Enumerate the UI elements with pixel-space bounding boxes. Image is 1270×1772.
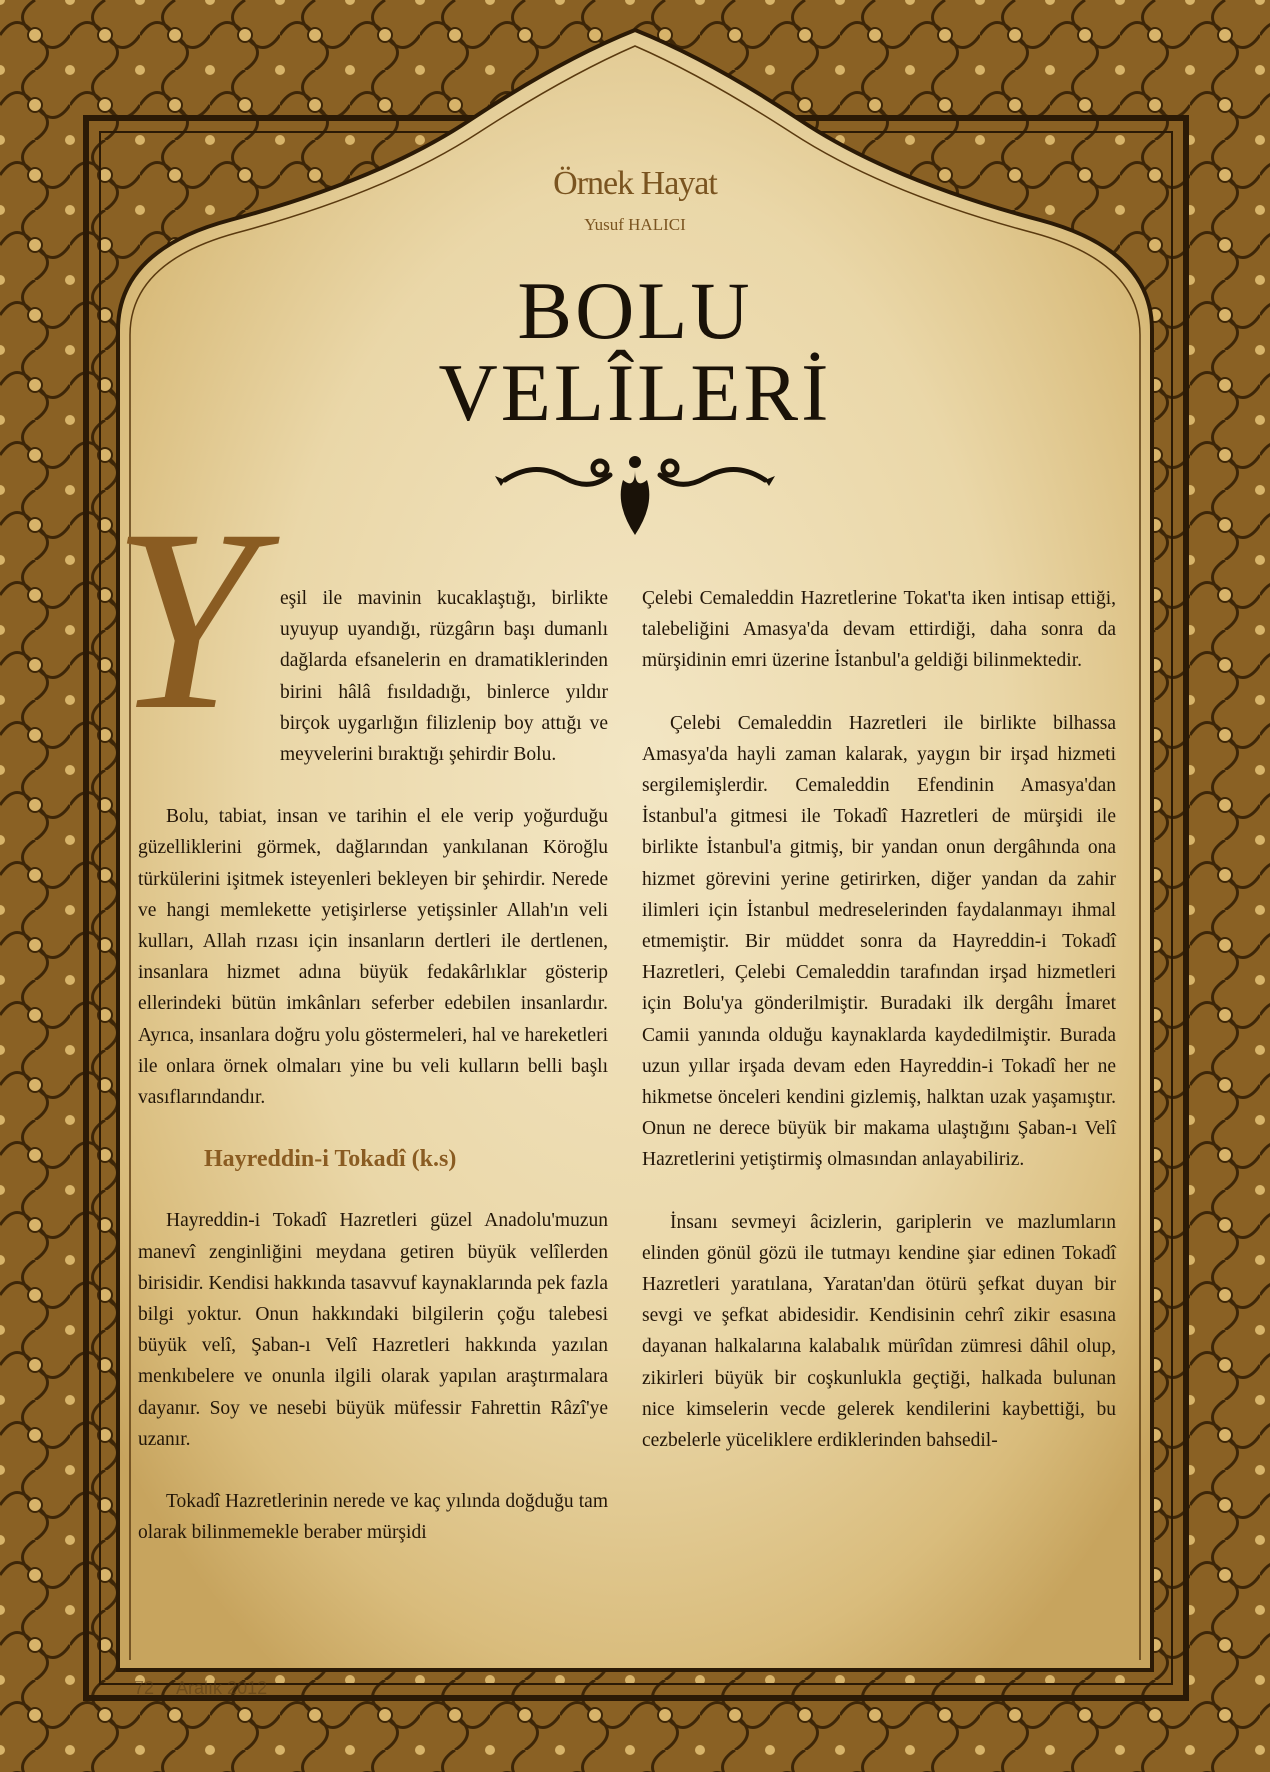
page-number: 72 [134,1678,155,1698]
paragraph: Bolu, tabiat, insan ve tarihin el ele verip yoğurduğu güzelliklerini görmek, dağlarından yankılanan Köroğlu türkülerini işitmek isteyenleri bekleyen bir şehirdir. Nerede ve hangi memlekette yetişirlerse yetişsinler Allah'ın veli kulları, Allah rızası için insanların dertleri ile dertlenen, insanlara hizmet adına büyük fedakârlıklar gösterip ellerindeki bütün imkânları seferber edebilen insanlardır. Ayrıca, insanlara doğru yolu göstermeleri, hal ve hareketleri ile onlara örnek olmaları yine bu veli kulların belli başlı vasıflarındandır. [138,806,608,1109]
page-footer [134,1678,267,1699]
paragraph: İnsanı sevmeyi âcizlerin, gariplerin ve mazlumların elinden gönül gözü ile tutmayı kendine şiar edinen Tokadî Hazretleri yaratılana, Yaratan'dan ötürü şefkat duyan bir sevgi ve şefkat abidesidir. Kendisinin cehrî zikir esasına dayanan halkalarına kalabalık mürîdan zümresi dâhil olup, zikirleri büyük bir coşkunlukla geçtiği, halkada bulunan nice kimselerin vecde gelerek kendilerini kaybettiği, bu cezbelerle yüceliklere erdiklerinden bahsedil- [642,1211,1116,1452]
paragraph-intro-lead [138,583,608,770]
article-title [0,265,1270,438]
issue-date: Aralık 2012 [176,1678,268,1698]
right-column [642,583,1116,1487]
drop-cap: Y [112,476,257,764]
title-line-1: BOLU [517,265,753,356]
paragraph-intro: eşil ile mavinin kucaklaştığı, birlikte uyuyup uyandığı, rüzgârın başı dumanlı dağlarda efsanelerin en dramatiklerinden birini hâlâ fısıldadığı, binlerce yıldır birçok uygarlığın filizlenip boy attığı ve meyvelerini bıraktığı şehirdir Bolu. [280,588,608,766]
paragraph: Çelebi Cemaleddin Hazretleri ile birlikte bilhassa Amasya'da hayli zaman kalarak, yaygın bir irşad hizmeti sergilemişlerdir. Cemaleddin Efendinin Amasya'dan İstanbul'a gitmesi ile Tokadî Hazretleri de mürşidi ile birlikte İstanbul'a gitmiş, bir yandan onun dergâhında ona hizmet görevini yerine getirirken, diğer yandan da zahir ilimleri için İstanbul medreselerinden faydalanmayı ihmal etmemiştir. Bir müddet sonra da Hayreddin-i Tokadî Hazretleri, Çelebi Cemaleddin tarafından irşad hizmetleri için Bolu'ya gönderilmiştir. Buradaki ilk dergâhı İmaret Camii yanında olduğu kaynaklarda kaydedilmiştir. Burada uzun yıllar irşada devam eden Hayreddin-i Tokadî her ne hikmetse önceleri kendini gizlemiş, halktan uzak yaşamıştır. Onun ne derece büyük bir makama ulaştığını Şaban-ı Velî Hazretlerini yetiştirmiş olmasından anlayabiliriz. [642,712,1116,1171]
section-title: Örnek Hayat [553,165,717,202]
flourish-ornament [495,450,775,540]
author-name: Yusuf HALICI [584,215,686,234]
paragraph: Hayreddin-i Tokadî Hazretleri güzel Anadolu'muzun manevî zenginliğini meydana getiren büyük velîlerden birisidir. Kendisi hakkında tasavvuf kaynaklarında pek fazla bilgi yoktur. Onun hakkındaki bilgilerin çoğu talebesi büyük velî, Şaban-ı Velî Hazretleri hakkında yazılan menkıbelere ve onunla ilgili olarak yapılan araştırmalara dayanır. Soy ve nesebi büyük müfessir Fahrettin Râzî'ye uzanır. [138,1210,608,1450]
title-line-2: VELÎLERİ [438,347,832,438]
paragraph: Çelebi Cemaleddin Hazretlerine Tokat'ta iken intisap ettiği, talebeliğini Amasya'da devam ettirdiği, daha sonra da mürşidinin emri üzerine İstanbul'a geldiği bilinmektedir. [642,588,1116,672]
left-column [138,583,608,1579]
section-subheading: Hayreddin-i Tokadî (k.s) [204,1146,457,1173]
paragraph: Tokadî Hazretlerinin nerede ve kaç yılında doğduğu tam olarak bilinmemekle beraber mürşidi [138,1491,608,1544]
